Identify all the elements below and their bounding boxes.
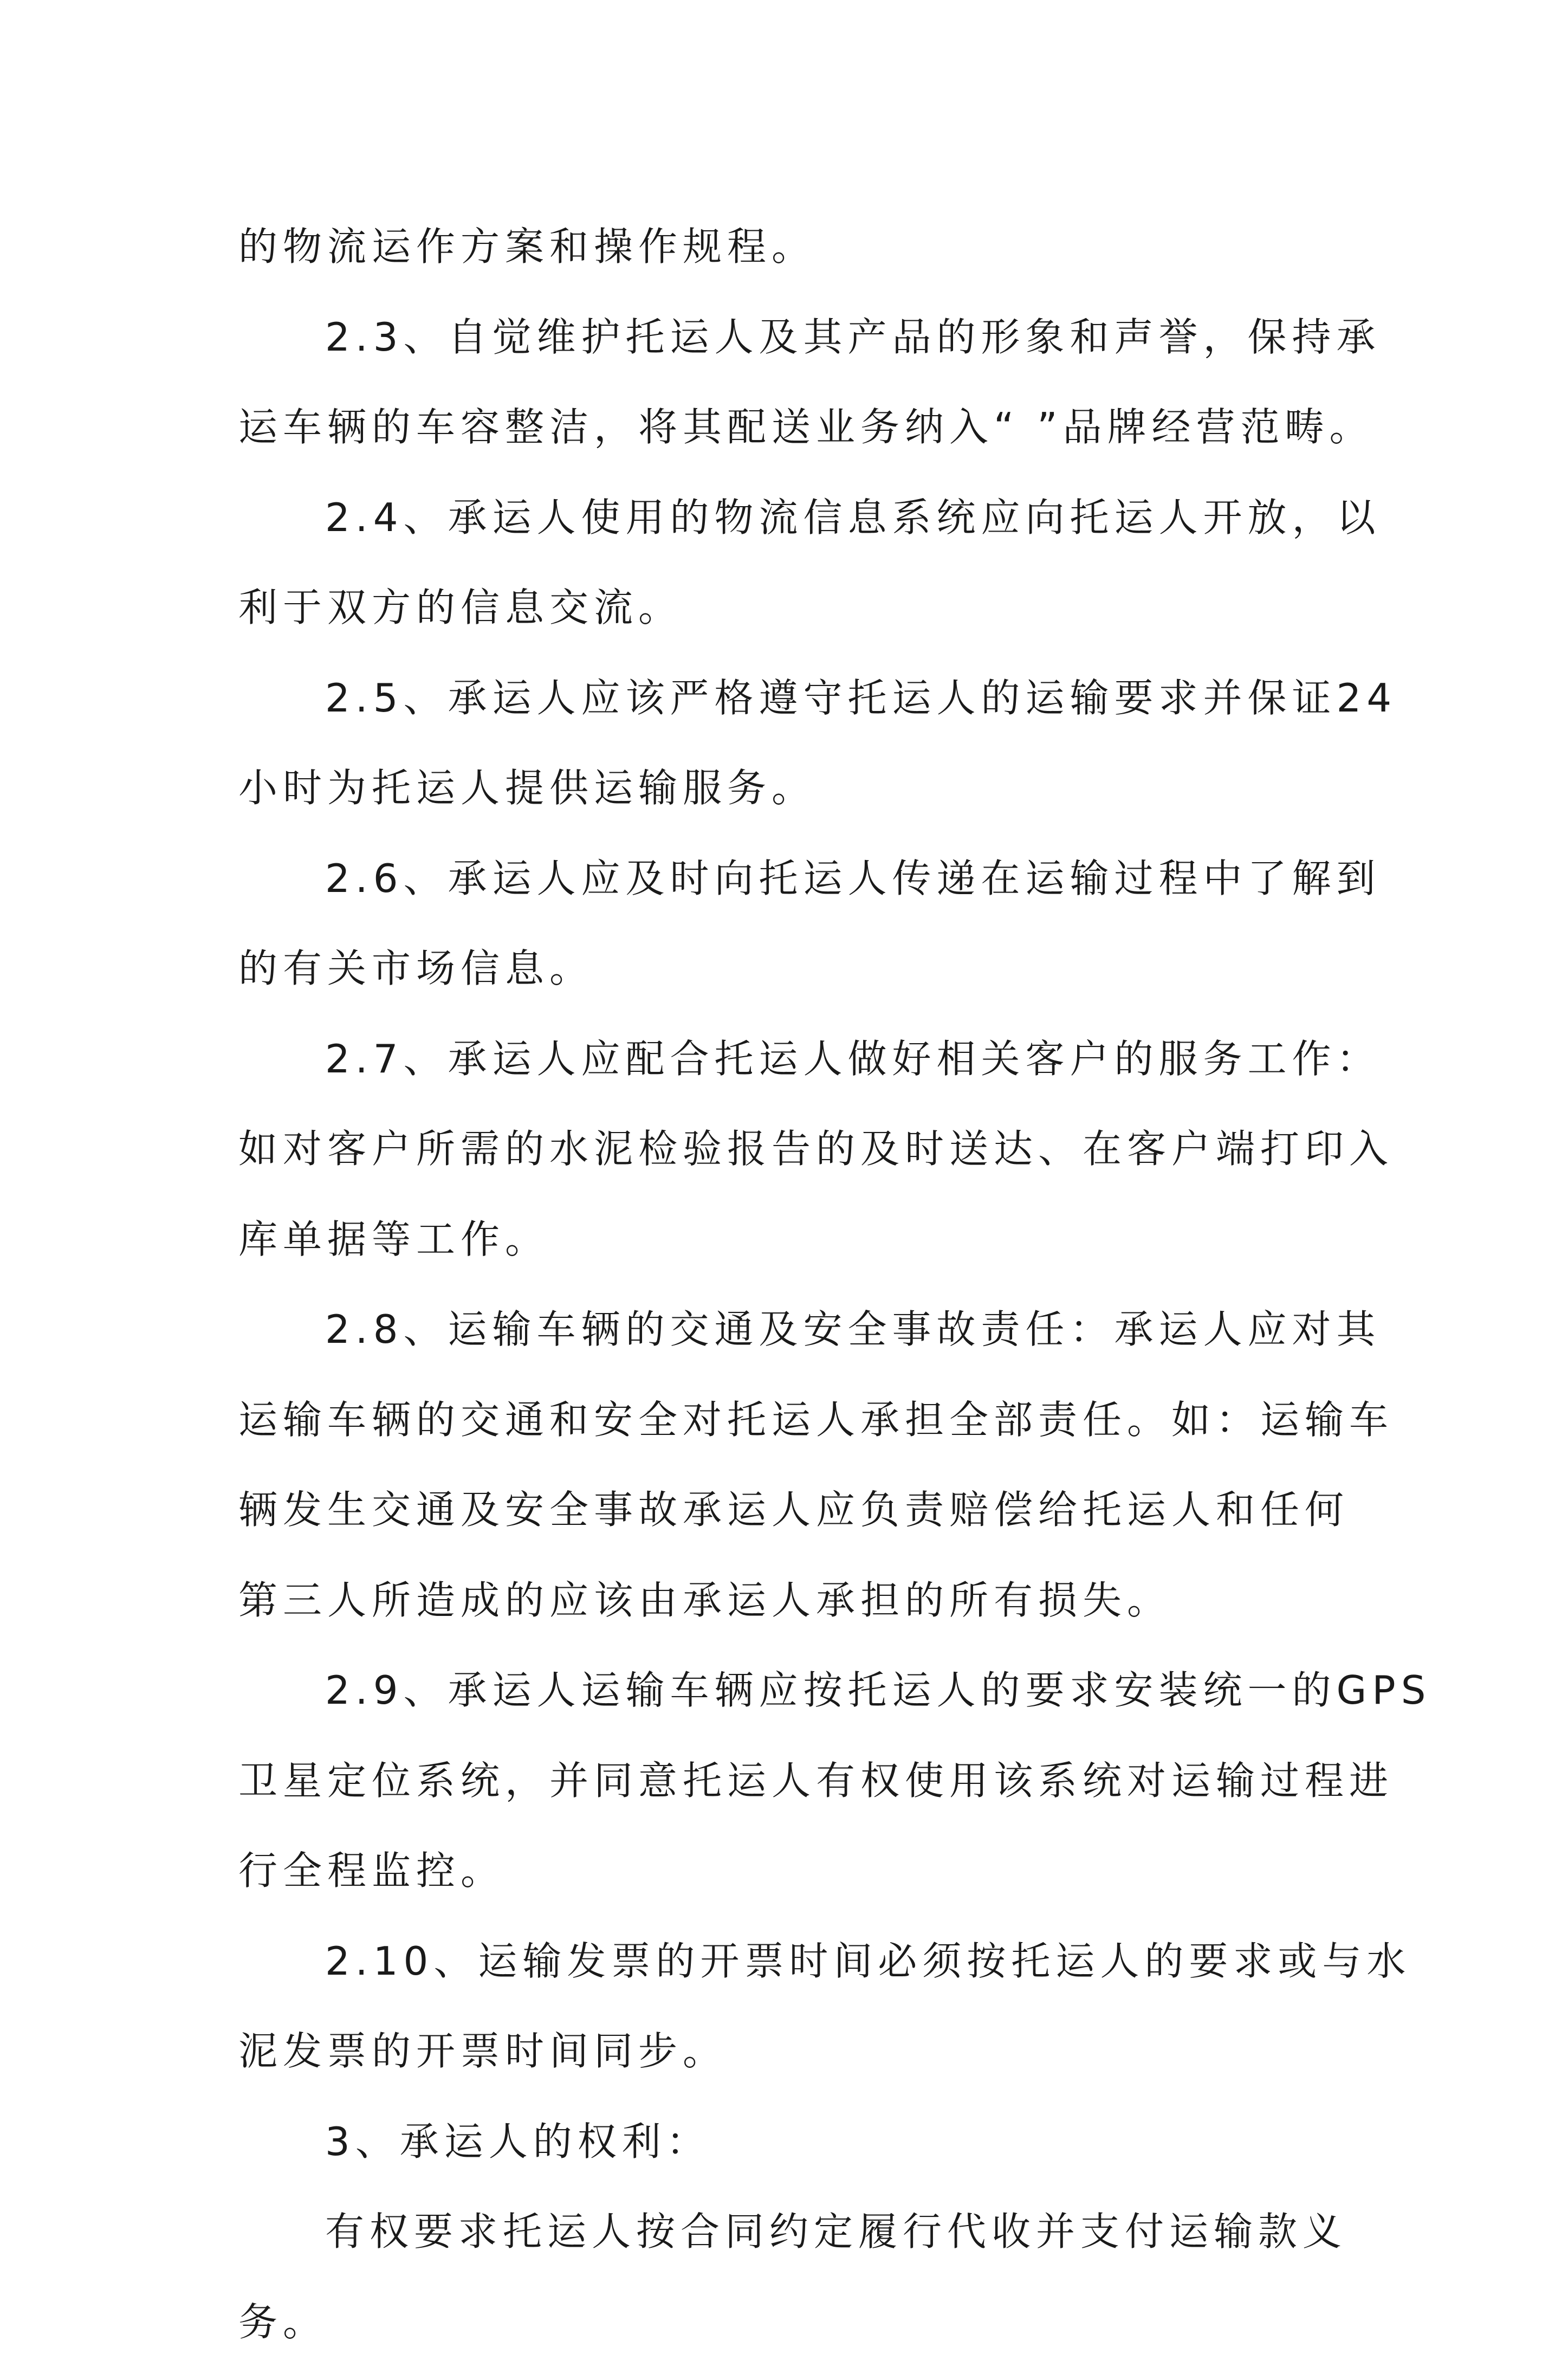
- paragraph-2-10: [238, 1916, 1355, 2097]
- section-heading-line: 3、承运人的权利：: [238, 2097, 1355, 2187]
- paragraph-continuation: [238, 202, 1355, 292]
- paragraph-2-5: [238, 653, 1355, 833]
- paragraph-line: 运输车辆的交通和安全对托运人承担全部责任。如：运输车: [238, 1375, 1355, 1465]
- paragraph-line: 的有关市场信息。: [238, 923, 1355, 1014]
- paragraph-2-3: [238, 292, 1355, 473]
- paragraph-line: 2.6、承运人应及时向托运人传递在运输过程中了解到: [238, 833, 1355, 924]
- paragraph-line: 小时为托运人提供运输服务。: [238, 743, 1355, 833]
- paragraph-line: 第三人所造成的应该由承运人承担的所有损失。: [238, 1555, 1355, 1646]
- paragraph-line: 如对客户所需的水泥检验报告的及时送达、在客户端打印入: [238, 1104, 1355, 1194]
- paragraph-line: 泥发票的开票时间同步。: [238, 2006, 1355, 2097]
- section-heading-3: [238, 2097, 1355, 2187]
- paragraph-line: 务。: [238, 2277, 1355, 2367]
- paragraph-2-7: [238, 1014, 1355, 1285]
- paragraph-2-4: [238, 473, 1355, 653]
- paragraph-2-9: [238, 1645, 1355, 1916]
- paragraph-2-6: [238, 833, 1355, 1014]
- paragraph-3-rights: [238, 2187, 1355, 2367]
- paragraph-line: 辆发生交通及安全事故承运人应负责赔偿给托运人和任何: [238, 1465, 1355, 1555]
- paragraph-line: 利于双方的信息交流。: [238, 562, 1355, 653]
- paragraph-line: 2.3、自觉维护托运人及其产品的形象和声誉，保持承: [238, 292, 1355, 383]
- document-body: [238, 202, 1355, 2367]
- paragraph-2-8: [238, 1284, 1355, 1645]
- paragraph-line: 2.9、承运人运输车辆应按托运人的要求安装统一的GPS: [238, 1645, 1355, 1736]
- paragraph-line: 卫星定位系统，并同意托运人有权使用该系统对运输过程进: [238, 1736, 1355, 1826]
- paragraph-line: 2.10、运输发票的开票时间必须按托运人的要求或与水: [238, 1916, 1355, 2007]
- paragraph-line: 2.8、运输车辆的交通及安全事故责任：承运人应对其: [238, 1284, 1355, 1375]
- paragraph-line: 2.5、承运人应该严格遵守托运人的运输要求并保证24: [238, 653, 1355, 743]
- paragraph-line: 2.7、承运人应配合托运人做好相关客户的服务工作：: [238, 1014, 1355, 1104]
- paragraph-line: 2.4、承运人使用的物流信息系统应向托运人开放，以: [238, 473, 1355, 563]
- paragraph-line: 有权要求托运人按合同约定履行代收并支付运输款义: [238, 2187, 1355, 2277]
- paragraph-line: 的物流运作方案和操作规程。: [238, 202, 1355, 292]
- paragraph-line: 行全程监控。: [238, 1826, 1355, 1916]
- paragraph-line: 库单据等工作。: [238, 1194, 1355, 1285]
- paragraph-line: 运车辆的车容整洁，将其配送业务纳入“ ”品牌经营范畴。: [238, 382, 1355, 473]
